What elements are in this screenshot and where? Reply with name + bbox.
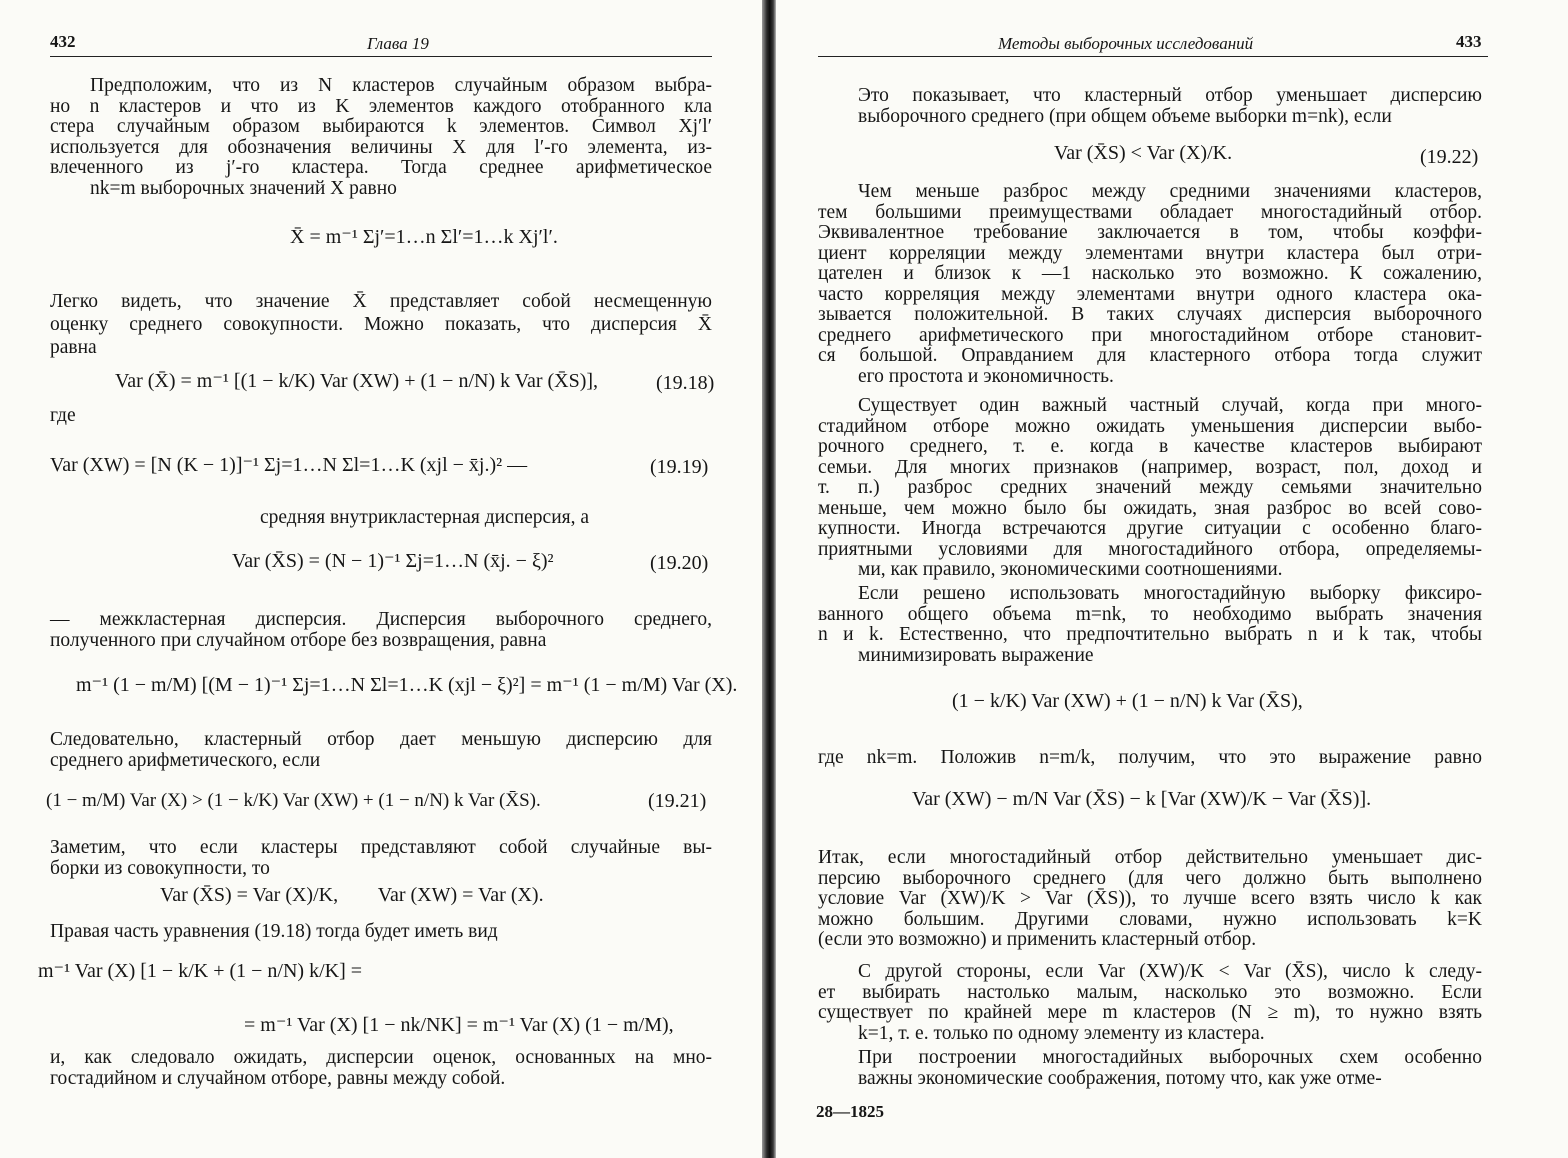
left-para-2: Легко видеть, что значение X̄ представляет собой несмещенную оценку среднего совокупности. Можно показать, что дисперсия X̄ равна: [50, 291, 712, 358]
right-page-number: 433: [1456, 32, 1482, 51]
right-para-2: Чем меньше разброс между средними значениями кластеров, тем большими преимуществами обладает многостадийный отбор. Эквивалентное требование заключается в том, чтобы коэффи- циент корреляции между элементами внутри кластера был отри- цателен и близок к —1 насколько это возможно. К сожалению, часто корреляция между элементами внутри одного кластера ока- зывается положительной. В таких случаях дисперсия выборочного среднего арифметического при многостадийном отборе становит- ся большой. Оправданием для кластерного отбора тогда служит его простота и экономичность.: [818, 181, 1482, 387]
equation-srs-variance: m⁻¹ (1 − m/M) [(M − 1)⁻¹ Σj=1…N Σl=1…K (xjl − ξ)²] = m⁻¹ (1 − m/M) Var (X).: [76, 674, 738, 696]
right-para-6: Итак, если многостадийный отбор действительно уменьшает дис- персию выборочного среднего (для чего должно быть выполнено условие Var (XW)/K > Var (X̄S)), то лучше всего взять число k как можно большим. Другими словами, нужно использовать k=K (если это возможно) и применить кластерный отбор.: [818, 847, 1482, 950]
equation-number-19-20: (19.20): [650, 552, 709, 574]
left-page: [0, 0, 762, 1158]
printer-signature: 28—1825: [816, 1102, 884, 1121]
right-para-4: Если решено использовать многостадийную выборку фиксиро- ванного общего объема m=nk, то необходимо выбрать значения n и k. Естественно, что предпочтительно выбрать n и k так, чтобы минимизировать выражение: [818, 583, 1482, 666]
right-page: [776, 0, 1568, 1158]
equation-19-22: Var (X̄S) < Var (X)/K.: [1054, 142, 1233, 164]
equation-number-19-18: (19.18): [656, 372, 715, 394]
equation-number-19-21: (19.21): [648, 790, 707, 812]
right-para-5: где nk=m. Положив n=m/k, получим, что это выражение равно: [818, 747, 1482, 768]
equation-number-19-19: (19.19): [650, 456, 709, 478]
where-label: где: [50, 405, 76, 426]
equation-19-18: Var (X̄) = m⁻¹ [(1 − k/K) Var (XW) + (1 − n/N) k Var (X̄S)],: [115, 370, 599, 392]
right-header: [776, 30, 1568, 56]
equation-random-clusters: Var (X̄S) = Var (X)/K, Var (XW) = Var (X).: [160, 884, 544, 906]
equation-number-19-22: (19.22): [1420, 146, 1479, 168]
right-para-7: С другой стороны, если Var (XW)/K < Var (X̄S), число k следу- ет выбирать настолько малым, насколько это возможно. Если существует по крайней мере m кластеров (N ≥ m), то нужно взять k=1, т. е. только по одному элементу из кластера.: [818, 961, 1482, 1044]
equation-19-20: Var (X̄S) = (N − 1)⁻¹ Σj=1…N (x̄j. − ξ)²: [232, 550, 554, 572]
book-spine: [762, 0, 776, 1158]
equation-19-19: Var (XW) = [N (K − 1)]⁻¹ Σj=1…N Σl=1…K (xjl − x̄j.)² —: [50, 454, 528, 476]
left-para-7: и, как следовало ожидать, дисперсии оценок, основанных на мно- гостадийном и случайном отборе, равны между собой.: [50, 1047, 712, 1089]
right-running-head: Методы выборочных исследований: [998, 34, 1254, 53]
equation-minimize: (1 − k/K) Var (XW) + (1 − n/N) k Var (X̄S),: [952, 690, 1303, 712]
right-para-3: Существует один важный частный случай, когда при много- стадийном отборе можно ожидать уменьшения дисперсии выбо- рочного среднего, т. е. когда в качестве кластеров выбирают семьи. Для многих признаков (например, возраст, пол, доход и т. п.) разброс средних значений между семьями значительно меньше, чем можно было бы ожидать, зная разброс во всей сово- купности. Иногда встречаются другие ситуации с особенно благо- приятными условиями для многостадийного отбора, определяемы- ми, как правило, экономическими соотношениями.: [818, 395, 1482, 580]
right-para-1: Это показывает, что кластерный отбор уменьшает дисперсию выборочного среднего (при общем объеме выборки m=nk), если: [858, 85, 1482, 127]
equation-19-21: (1 − m/M) Var (X) > (1 − k/K) Var (XW) + (1 − n/N) k Var (X̄S).: [46, 790, 541, 811]
left-para-6: Правая часть уравнения (19.18) тогда будет иметь вид: [50, 921, 498, 942]
equation-rhs-line-1: m⁻¹ Var (X) [1 − k/K + (1 − n/N) k/K] =: [38, 960, 363, 982]
left-para-1: Предположим, что из N кластеров случайным образом выбра- но n кластеров и что из K элементов каждого отобранного кла стера случайным образом выбираются k элементов. Символ Xj′l′ используется для обозначения величины X для l′-го элемента, из- влеченного из j′-го кластера. Тогда среднее арифметическое nk=m выборочных значений X равно: [50, 75, 712, 199]
left-header-rule: [50, 56, 712, 57]
equation-rhs-line-2: = m⁻¹ Var (X) [1 − nk/NK] = m⁻¹ Var (X) (1 − m/M),: [244, 1014, 674, 1036]
left-running-head: Глава 19: [367, 34, 429, 53]
equation-expression: Var (XW) − m/N Var (X̄S) − k [Var (XW)/K − Var (X̄S)].: [912, 788, 1372, 810]
left-para-3: — межкластерная дисперсия. Дисперсия выборочного среднего, полученного при случайном отборе без возвращения, равна: [50, 609, 712, 651]
equation-mean: X̄ = m⁻¹ Σj′=1…n Σl′=1…k Xj′l′.: [290, 226, 558, 248]
right-header-rule: [818, 56, 1488, 57]
within-cluster-caption: средняя внутрикластерная дисперсия, а: [260, 507, 590, 528]
left-page-number: 432: [50, 32, 76, 51]
right-para-8: При построении многостадийных выборочных схем особенно важны экономические соображения, потому что, как уже отме-: [858, 1047, 1482, 1089]
left-para-5: Заметим, что если кластеры представляют собой случайные вы- борки из совокупности, то: [50, 837, 712, 879]
left-header: [0, 30, 762, 56]
left-para-4: Следовательно, кластерный отбор дает меньшую дисперсию для среднего арифметического, если: [50, 729, 712, 771]
